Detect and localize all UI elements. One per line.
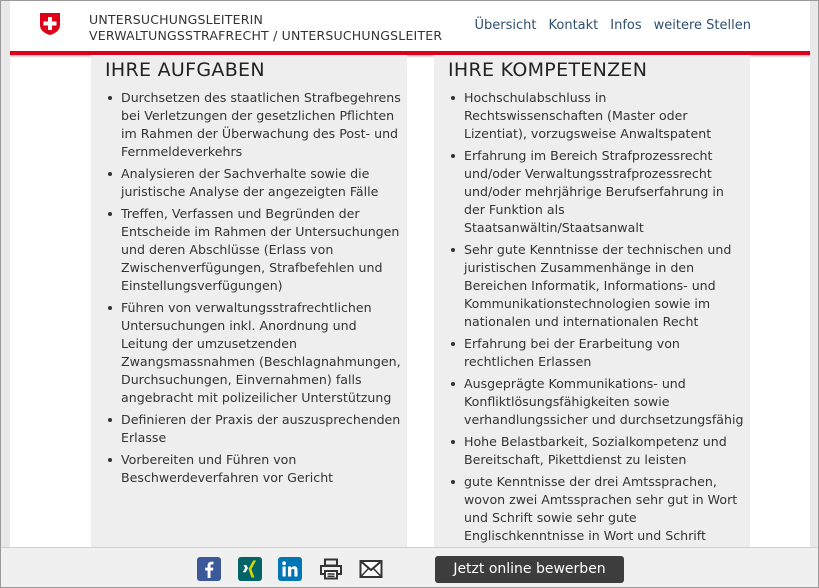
- kompetenzen-section: [434, 55, 750, 555]
- list-item: Analysieren der Sachverhalte sowie die juristische Analyse der angezeigten Fälle: [105, 165, 405, 201]
- header: [10, 1, 810, 51]
- org-line-2: VERWALTUNGSSTRAFRECHT / UNTERSUCHUNGSLEITER: [89, 28, 443, 43]
- list-item: Hochschulabschluss in Rechtswissenschaften (Master oder Lizentiat), vorzugsweise Anwaltspatent: [448, 89, 748, 143]
- mail-icon[interactable]: [359, 557, 383, 581]
- list-item: Hohe Belastbarkeit, Sozialkompetenz und Bereitschaft, Pikettdienst zu leisten: [448, 433, 748, 469]
- top-nav: [475, 18, 751, 33]
- nav-uebersicht[interactable]: Übersicht: [474, 18, 537, 33]
- list-item: Führen von verwaltungsstrafrechtlichen Untersuchungen inkl. Anordnung und Leitung der umzusetzenden Zwangsmassnahmen (Beschlagnahmungen, Durchsuchungen, Einvernahmen) falls angebracht mit polizeilicher Unterstützung: [105, 299, 405, 407]
- list-item: Erfahrung bei der Erarbeitung von rechtlichen Erlassen: [448, 335, 748, 371]
- print-icon[interactable]: [319, 557, 343, 581]
- list-item: Treffen, Verfassen und Begründen der Entscheide im Rahmen der Untersuchungen und deren Abschlüsse (Erlass von Zwischenverfügungen, Strafbefehlen und Einstellungsverfügungen): [105, 205, 405, 295]
- list-item: Definieren der Praxis der auszusprechenden Erlasse: [105, 411, 405, 447]
- aufgaben-list: [105, 89, 405, 491]
- swiss-cross-icon[interactable]: [39, 12, 61, 36]
- job-page: [10, 1, 810, 588]
- list-item: Sehr gute Kenntnisse der technischen und juristischen Zusammenhänge in den Bereichen Informatik, Informations- und Kommunikationstechnologien sowie im nationalen und internationalen Recht: [448, 241, 748, 331]
- share-bar: [1, 547, 819, 588]
- org-line-1: UNTERSUCHUNGSLEITERIN: [89, 12, 264, 27]
- xing-icon[interactable]: [238, 557, 262, 581]
- apply-online-button[interactable]: Jetzt online bewerben: [435, 556, 624, 583]
- kompetenzen-title: IHRE KOMPETENZEN: [448, 59, 648, 81]
- list-item: Vorbereiten und Führen von Beschwerdeverfahren vor Gericht: [105, 451, 405, 487]
- facebook-icon[interactable]: [197, 557, 221, 581]
- nav-kontakt[interactable]: Kontakt: [548, 18, 599, 33]
- list-item: gute Kenntnisse der drei Amtssprachen, wovon zwei Amtssprachen sehr gut in Wort und Schrift sowie sehr gute Englischkenntnisse in Wort und Schrift: [448, 473, 748, 545]
- list-item: Ausgeprägte Kommunikations- und Konfliktlösungsfähigkeiten sowie verhandlungssicher und durchsetzungsfähig: [448, 375, 748, 429]
- nav-infos[interactable]: Infos: [610, 18, 642, 33]
- organization-name: [89, 12, 442, 44]
- linkedin-icon[interactable]: [278, 557, 302, 581]
- aufgaben-title: IHRE AUFGABEN: [105, 59, 265, 81]
- list-item: Durchsetzen des staatlichen Strafbegehrens bei Verletzungen der gesetzlichen Pflichten im Rahmen der Überwachung des Post- und Fernmeldeverkehrs: [105, 89, 405, 161]
- kompetenzen-list: [448, 89, 748, 549]
- list-item: Erfahrung im Bereich Strafprozessrecht und/oder Verwaltungsstrafprozessrecht und/oder mehrjährige Berufserfahrung in der Funktion als Staatsanwältin/Staatsanwalt: [448, 147, 748, 237]
- aufgaben-section: [91, 55, 407, 555]
- nav-weitere-stellen[interactable]: weitere Stellen: [653, 18, 751, 33]
